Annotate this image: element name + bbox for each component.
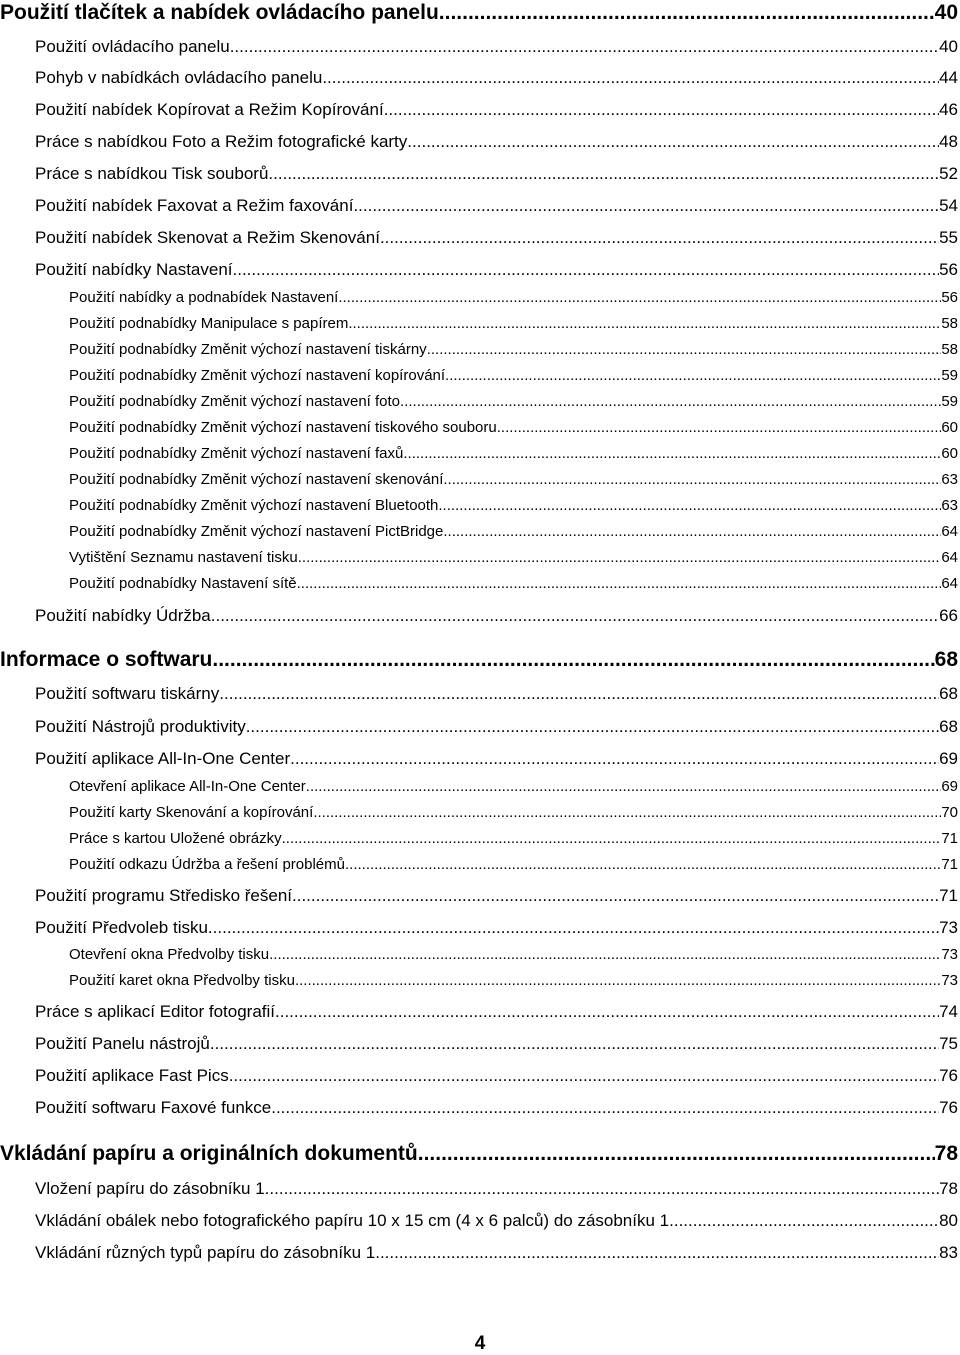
toc-section[interactable] [35, 1001, 958, 1023]
toc-entry-page: 83 [939, 1243, 958, 1262]
toc-subsection[interactable] [69, 496, 958, 516]
toc-entry-page: 68 [939, 717, 958, 736]
toc-entry-title: Použití podnabídky Změnit výchozí nastavení tiskového souboru [69, 419, 497, 436]
toc-section[interactable] [35, 716, 958, 738]
toc-entry-page: 68 [934, 648, 958, 671]
toc-entry-title: Použití programu Středisko řešení [35, 886, 293, 905]
toc-entry-title: Pohyb v nabídkách ovládacího panelu [35, 68, 323, 87]
toc-subsection[interactable] [69, 829, 958, 849]
toc-entry-title: Vkládání papíru a originálních dokumentů [0, 1142, 418, 1165]
toc-leader-dots [345, 855, 941, 875]
toc-entry-title: Použití podnabídky Změnit výchozí nastavení tiskárny [69, 341, 427, 358]
toc-entry-title: Vytištění Seznamu nastavení tisku [69, 549, 298, 566]
toc-section[interactable] [35, 131, 958, 153]
toc-leader-dots [497, 418, 942, 438]
toc-section[interactable] [35, 917, 958, 939]
toc-leader-dots [233, 259, 940, 281]
toc-entry-page: 59 [941, 367, 958, 384]
toc-entry-page: 76 [939, 1066, 958, 1085]
toc-leader-dots [407, 131, 939, 153]
toc-entry-page: 64 [941, 523, 958, 540]
toc-leader-dots [418, 1141, 935, 1167]
toc-leader-dots [271, 1097, 939, 1119]
toc-section[interactable] [35, 67, 958, 89]
toc-entry-page: 58 [941, 341, 958, 358]
toc-leader-dots [669, 1210, 939, 1232]
toc-leader-dots [295, 971, 941, 991]
toc-entry-page: 55 [939, 228, 958, 247]
toc-entry-title: Použití Nástrojů produktivity [35, 717, 246, 736]
toc-entry-page: 52 [939, 164, 958, 183]
toc-entry-title: Použití nabídky Nastavení [35, 260, 233, 279]
toc-section[interactable] [35, 683, 958, 705]
toc-entry-title: Použití nabídky Údržba [35, 606, 211, 625]
toc-leader-dots [208, 917, 939, 939]
toc-entry-page: 73 [939, 918, 958, 937]
toc-entry-page: 71 [939, 886, 958, 905]
toc-leader-dots [445, 366, 941, 386]
toc-entry-page: 60 [941, 419, 958, 436]
toc-section[interactable] [35, 227, 958, 249]
toc-leader-dots [322, 67, 939, 89]
toc-entry-page: 70 [941, 804, 958, 821]
toc-subsection[interactable] [69, 777, 958, 797]
toc-entry-title: Použití podnabídky Manipulace s papírem [69, 315, 349, 332]
toc-leader-dots [246, 716, 939, 738]
toc-entry-title: Použití nabídky a podnabídek Nastavení [69, 289, 339, 306]
toc-entry-page: 44 [939, 68, 958, 87]
toc-entry-title: Práce s kartou Uložené obrázky [69, 830, 282, 847]
toc-entry-title: Použití podnabídky Změnit výchozí nastavení faxů [69, 445, 404, 462]
toc-leader-dots [230, 36, 939, 58]
toc-subsection[interactable] [69, 366, 958, 386]
toc-section[interactable] [35, 1178, 958, 1200]
toc-leader-dots [282, 829, 942, 849]
toc-leader-dots [443, 470, 941, 490]
toc-leader-dots [219, 683, 939, 705]
toc-entry-title: Použití podnabídky Změnit výchozí nastavení kopírování [69, 367, 446, 384]
toc-subsection[interactable] [69, 522, 958, 542]
toc-entry-page: 73 [941, 972, 958, 989]
toc-entry-title: Vkládání obálek nebo fotografického papíru 10 x 15 cm (4 x 6 palců) do zásobníku 1 [35, 1211, 670, 1230]
toc-entry-title: Použití podnabídky Nastavení sítě [69, 575, 297, 592]
toc-leader-dots [297, 574, 942, 594]
toc-entry-page: 73 [941, 946, 958, 963]
toc-entry-page: 64 [941, 575, 958, 592]
toc-entry-page: 48 [939, 132, 958, 151]
toc-leader-dots [268, 163, 939, 185]
toc-entry-title: Použití aplikace Fast Pics [35, 1066, 229, 1085]
toc-subsection[interactable] [69, 392, 958, 412]
toc-entry-page: 46 [939, 100, 958, 119]
toc-subsection[interactable] [69, 971, 958, 991]
toc-leader-dots [298, 548, 942, 568]
toc-subsection[interactable] [69, 314, 958, 334]
toc-entry-title: Použití nabídek Faxovat a Režim faxování [35, 196, 354, 215]
toc-subsection[interactable] [69, 288, 958, 308]
toc-leader-dots [403, 444, 941, 464]
toc-leader-dots [210, 1033, 939, 1055]
toc-entry-page: 63 [941, 471, 958, 488]
toc-entry-page: 64 [941, 549, 958, 566]
toc-leader-dots [338, 288, 941, 308]
toc-entry-title: Použití tlačítek a nabídek ovládacího panelu [0, 1, 439, 24]
toc-leader-dots [348, 314, 941, 334]
toc-entry-page: 56 [939, 260, 958, 279]
toc-entry-title: Vložení papíru do zásobníku 1 [35, 1179, 265, 1198]
toc-entry-page: 71 [941, 856, 958, 873]
toc-entry-page: 76 [939, 1098, 958, 1117]
toc-leader-dots [275, 1001, 939, 1023]
toc-section[interactable] [35, 1065, 958, 1087]
toc-entry-title: Otevření aplikace All-In-One Center [69, 778, 306, 795]
toc-entry-page: 59 [941, 393, 958, 410]
toc-leader-dots [353, 195, 939, 217]
toc-leader-dots [313, 803, 941, 823]
toc-entry-page: 74 [939, 1002, 958, 1021]
toc-entry-title: Použití podnabídky Změnit výchozí nastavení Bluetooth [69, 497, 439, 514]
toc-chapter[interactable] [0, 647, 958, 673]
toc-leader-dots [438, 496, 941, 516]
toc-leader-dots [269, 945, 941, 965]
toc-entry-title: Použití podnabídky Změnit výchozí nastavení skenování [69, 471, 444, 488]
toc-section[interactable] [35, 163, 958, 185]
toc-leader-dots [400, 392, 941, 412]
toc-entry-title: Použití karty Skenování a kopírování [69, 804, 314, 821]
toc-entry-title: Použití softwaru tiskárny [35, 684, 220, 703]
toc-entry-page: 69 [941, 778, 958, 795]
toc-entry-title: Práce s aplikací Editor fotografií [35, 1002, 276, 1021]
toc-entry-page: 80 [939, 1211, 958, 1230]
toc-entry-page: 60 [941, 445, 958, 462]
toc-entry-title: Použití Předvoleb tisku [35, 918, 208, 937]
toc-subsection[interactable] [69, 444, 958, 464]
toc-section[interactable] [35, 605, 958, 627]
toc-entry-title: Použití podnabídky Změnit výchozí nastavení PictBridge [69, 523, 444, 540]
toc-entry-title: Použití aplikace All-In-One Center [35, 749, 291, 768]
toc-subsection[interactable] [69, 470, 958, 490]
toc-entry-title: Použití karet okna Předvolby tisku [69, 972, 295, 989]
toc-subsection[interactable] [69, 340, 958, 360]
toc-entry-title: Informace o softwaru [0, 648, 213, 671]
toc-entry-title: Otevření okna Předvolby tisku [69, 946, 270, 963]
toc-entry-page: 78 [939, 1179, 958, 1198]
toc-entry-title: Práce s nabídkou Foto a Režim fotografické karty [35, 132, 408, 151]
toc-entry-title: Použití nabídek Skenovat a Režim Skenování [35, 228, 380, 247]
toc-chapter[interactable] [0, 0, 958, 26]
toc-subsection[interactable] [69, 548, 958, 568]
toc-entry-title: Použití softwaru Faxové funkce [35, 1098, 272, 1117]
toc-entry-page: 56 [941, 289, 958, 306]
toc-section[interactable] [35, 885, 958, 907]
toc-leader-dots [443, 522, 941, 542]
toc-leader-dots [290, 748, 939, 770]
toc-entry-page: 71 [941, 830, 958, 847]
toc-leader-dots [211, 605, 939, 627]
toc-entry-title: Práce s nabídkou Tisk souborů [35, 164, 269, 183]
toc-section[interactable] [35, 99, 958, 121]
toc-leader-dots [375, 1242, 939, 1264]
toc-entry-page: 40 [939, 37, 958, 56]
toc-subsection[interactable] [69, 574, 958, 594]
toc-subsection[interactable] [69, 803, 958, 823]
page-number: 4 [474, 1333, 486, 1354]
toc-subsection[interactable] [69, 855, 958, 875]
toc-entry-title: Použití ovládacího panelu [35, 37, 230, 56]
toc-subsection[interactable] [69, 418, 958, 438]
toc-section[interactable] [35, 1097, 958, 1119]
toc-leader-dots [292, 885, 939, 907]
toc-entry-title: Použití odkazu Údržba a řešení problémů [69, 856, 345, 873]
toc-subsection[interactable] [69, 945, 958, 965]
toc-section[interactable] [35, 1242, 958, 1264]
toc-chapter[interactable] [0, 1141, 958, 1167]
toc-section[interactable] [35, 36, 958, 58]
toc-section[interactable] [35, 748, 958, 770]
toc-leader-dots [306, 777, 942, 797]
toc-section[interactable] [35, 1210, 958, 1232]
toc-entry-page: 69 [939, 749, 958, 768]
toc-leader-dots [229, 1065, 939, 1087]
toc-leader-dots [427, 340, 942, 360]
toc-entry-title: Použití nabídek Kopírovat a Režim Kopírování [35, 100, 384, 119]
toc-entry-page: 40 [934, 1, 958, 24]
toc-entry-page: 68 [939, 684, 958, 703]
toc-leader-dots [265, 1178, 939, 1200]
toc-entry-page: 75 [939, 1034, 958, 1053]
toc-leader-dots [212, 647, 934, 673]
toc-entry-page: 66 [939, 606, 958, 625]
toc-section[interactable] [35, 1033, 958, 1055]
toc-leader-dots [380, 227, 939, 249]
toc-entry-page: 54 [939, 196, 958, 215]
toc-entry-page: 58 [941, 315, 958, 332]
toc-leader-dots [439, 0, 935, 26]
toc-entry-title: Použití Panelu nástrojů [35, 1034, 210, 1053]
toc-entry-title: Použití podnabídky Změnit výchozí nastavení foto [69, 393, 401, 410]
toc-entry-title: Vkládání různých typů papíru do zásobníku 1 [35, 1243, 376, 1262]
toc-section[interactable] [35, 259, 958, 281]
toc-section[interactable] [35, 195, 958, 217]
toc-entry-page: 78 [934, 1142, 958, 1165]
toc-entry-page: 63 [941, 497, 958, 514]
toc-leader-dots [384, 99, 939, 121]
